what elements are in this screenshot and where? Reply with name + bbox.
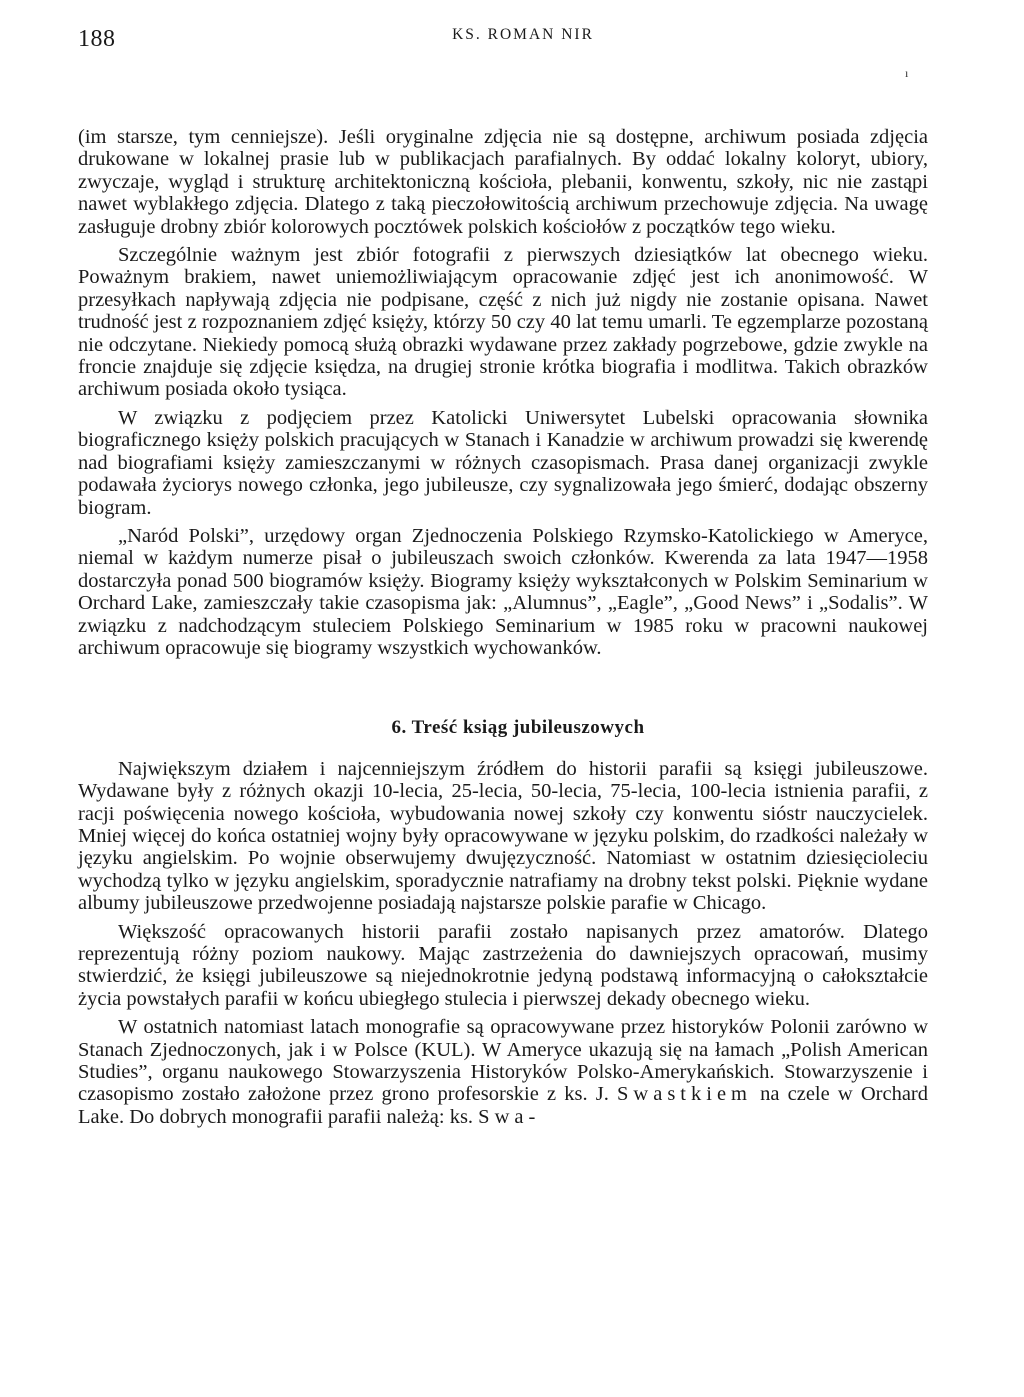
spaced-name: Swastkiem <box>617 1083 752 1106</box>
paragraph-last <box>78 1016 928 1128</box>
paragraph-text: na czele w Orchard Lake. Do dobrych monografii parafii należą: ks. <box>78 1083 928 1128</box>
page-number: 188 <box>78 26 116 52</box>
paragraph-text: W ostatnich natomiast latach monografie są opracowywane przez historyków Polonii zarówno w Stanach Zjednoczonych, jak i w Polsce (KUL). W Ameryce ukazują się na łamach „Polish American Studies”, organu naukowego Stowarzyszenia Historyków Polsko-Amerykańskich. Stowarzyszenie i czasopismo zostało założone przez grono profesorskie z ks. J. <box>78 1016 928 1106</box>
page-header <box>78 26 928 74</box>
section-heading: 6. Treść ksiąg jubileuszowych <box>391 717 645 739</box>
stray-mark: ı <box>905 66 909 80</box>
paragraph: Szczególnie ważnym jest zbiór fotografii z pierwszych dziesiątków lat obecnego wieku. Poważnym brakiem, nawet uniemożliwiającym opracowanie zdjęć jest ich anonimowość. W przesyłkach napływają zdjęcia nie podpisane, część z nich już nigdy nie zostanie opisana. Nawet trudność jest z rozpoznaniem zdjęć księży, którzy 50 czy 40 lat temu umarli. Te egzemplarze pozostaną nie odczytane. Niekiedy pomocą służą obrazki wydawane przez zakłady pogrzebowe, gdzie zwykle na froncie znajduje się zdjęcie księdza, na drugiej stronie krótka biografia i modlitwa. Takich obrazków archiwum posiada około tysiąca. <box>78 244 928 401</box>
paragraph: (im starsze, tym cenniejsze). Jeśli oryginalne zdjęcia nie są dostępne, archiwum posiada zdjęcia drukowane w lokalnej prasie lub w publikacjach parafialnych. By oddać lokalny koloryt, ubiory, zwyczaje, wygląd i strukturę architektoniczną kościoła, plebanii, konwentu, szkoły, nic nie zastąpi nawet wyblakłego zdjęcia. Dlatego z taką pieczołowitością archiwum przechowuje zdjęcia. Na uwagę zasługuje drobny zbiór kolorowych pocztówek polskich kościołów z początków tego wieku. <box>78 126 928 238</box>
running-head: KS. ROMAN NIR <box>452 26 594 43</box>
paragraph: Największym działem i najcenniejszym źródłem do historii parafii są księgi jubileuszowe. Wydawane były z różnych okazji 10-lecia, 25-lecia, 50-lecia, 75-lecia, 100-lecia istnienia parafii, z racji poświęcenia nowego kościoła, wybudowania nowej szkoły czy konwentu sióstr nauczycielek. Mniej więcej do końca ostatniej wojny były opracowywane w języku polskim, do rzadkości należały w języku angielskim. Po wojnie obserwujemy dwujęzyczność. Natomiast w ostatnim dziesięcioleciu wychodzą tylko w języku angielskim, sporadycznie natrafiamy na drobny tekst polski. Pięknie wydane albumy jubileuszowe przedwojenne posiadają najstarsze polskie parafie w Chicago. <box>78 757 928 915</box>
spaced-name: Swa- <box>478 1105 541 1128</box>
paragraph: W związku z podjęciem przez Katolicki Uniwersytet Lubelski opracowania słownika biograficznego księży polskich pracujących w Stanach i Kanadzie w archiwum prowadzi się kwerendę nad biografiami księży zamieszczanymi w różnych czasopismach. Prasa danej organizacji zwykle podawała życiorys nowego członka, jego jubileusze, czy sygnalizowała jego śmierć, dodając obszerny biogram. <box>78 406 928 519</box>
body-text <box>78 126 928 1128</box>
paragraph: Większość opracowanych historii parafii zostało napisanych przez amatorów. Dlatego reprezentują różny poziom naukowy. Mając zastrzeżenia do dawniejszych opracowań, musimy stwierdzić, że księgi jubileuszowe są niejednokrotnie jedyną podstawą informacyjną o całokształcie życia powstałych parafii w końcu ubiegłego stulecia i pierwszej dekady obecnego wieku. <box>78 920 928 1010</box>
paragraph: „Naród Polski”, urzędowy organ Zjednoczenia Polskiego Rzymsko-Katolickiego w Ameryce, niemal w każdym numerze pisał o jubileuszach swoich członków. Kwerenda za lata 1947—1958 dostarczyła ponad 500 biogramów księży. Biogramy księży wykształconych w Polskim Seminarium w Orchard Lake, zamieszczały takie czasopisma jak: „Alumnus”, „Eagle”, „Good News” i „Sodalis”. W związku z nadchodzącym stuleciem Polskiego Seminarium w 1985 roku w pracowni naukowej archiwum opracowuje się biogramy wszystkich wychowanków. <box>78 524 928 659</box>
